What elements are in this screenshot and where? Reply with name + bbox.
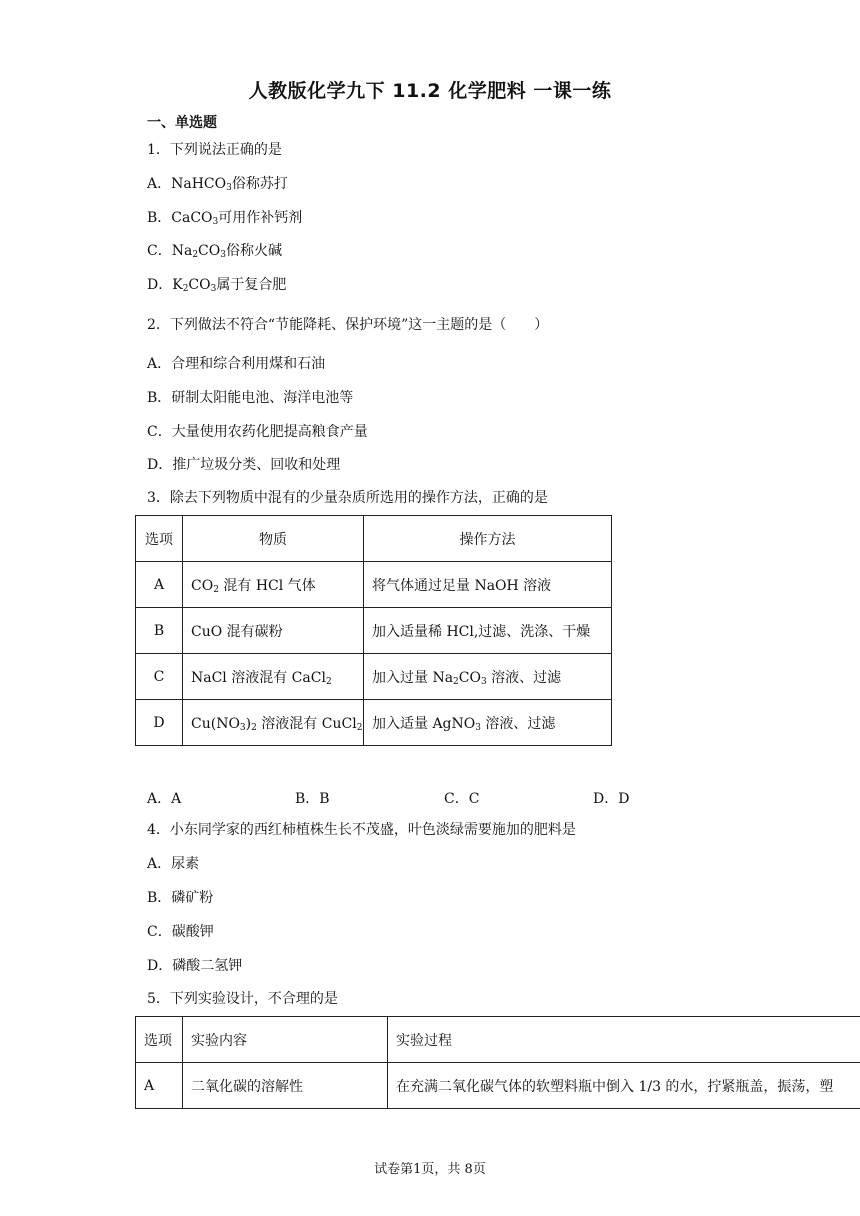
header-option: 选项 xyxy=(136,1017,183,1063)
row-content: 二氧化碳的溶解性 xyxy=(183,1063,388,1109)
row-substance: $Cu(NO_3)_2$ 溶液混有 CuCl$_2$ xyxy=(183,700,364,746)
q1-option-c: C．$Na_2CO_3$俗称火碱 xyxy=(147,243,282,260)
q3-table xyxy=(135,515,612,746)
q2-option-a: A．合理和综合利用煤和石油 xyxy=(147,356,326,372)
q3-options xyxy=(147,788,767,806)
q4-option-d: D．磷酸二氢钾 xyxy=(147,958,243,974)
q2-stem: 2．下列做法不符合“节能降耗、保护环境”这一主题的是（ ） xyxy=(147,317,549,333)
table-row xyxy=(136,562,612,608)
q3-option-c: C．C xyxy=(444,791,480,807)
row-option: A xyxy=(136,562,183,608)
header-content: 实验内容 xyxy=(183,1017,388,1063)
table-header-row xyxy=(136,516,612,562)
q1-stem: 1．下列说法正确的是 xyxy=(147,142,282,158)
row-option: D xyxy=(136,700,183,746)
page-title: 人教版化学九下 11.2 化学肥料 一课一练 xyxy=(248,80,612,102)
row-option: B xyxy=(136,608,183,654)
q3-option-d: D．D xyxy=(593,791,630,807)
section-heading: 一、单选题 xyxy=(147,115,217,131)
q4-stem: 4．小东同学家的西红柿植株生长不茂盛，叶色淡绿需要施加的肥料是 xyxy=(147,822,576,838)
header-process: 实验过程 xyxy=(388,1017,860,1063)
header-method: 操作方法 xyxy=(364,516,612,562)
table-row xyxy=(136,1063,860,1109)
q3-option-a: A．A xyxy=(147,791,182,807)
q4-option-a: A．尿素 xyxy=(147,856,200,872)
q4-option-c: C．碳酸钾 xyxy=(147,924,214,940)
q1-option-d: D．$K_2CO_3$属于复合肥 xyxy=(147,277,287,294)
row-substance: NaCl 溶液混有 CaCl$_2$ xyxy=(183,654,364,700)
row-option: A xyxy=(136,1063,183,1109)
q2-option-d: D．推广垃圾分类、回收和处理 xyxy=(147,457,341,473)
row-method: 加入过量 $Na_2CO_3$ 溶液、过滤 xyxy=(364,654,612,700)
row-substance: CuO 混有碳粉 xyxy=(183,608,364,654)
q2-option-b: B．研制太阳能电池、海洋电池等 xyxy=(147,390,354,406)
table-header-row xyxy=(136,1017,860,1063)
q5-table xyxy=(135,1016,860,1109)
q3-stem: 3．除去下列物质中混有的少量杂质所选用的操作方法，正确的是 xyxy=(147,490,548,506)
row-substance: $CO_2$ 混有 HCl 气体 xyxy=(183,562,364,608)
header-option: 选项 xyxy=(136,516,183,562)
row-option: C xyxy=(136,654,183,700)
q2-option-c: C．大量使用农药化肥提高粮食产量 xyxy=(147,424,368,440)
q5-stem: 5．下列实验设计，不合理的是 xyxy=(147,991,338,1007)
row-method: 加入适量稀 HCl,过滤、洗涤、干燥 xyxy=(364,608,612,654)
q1-option-a: A．NaHCO$_3$俗称苏打 xyxy=(147,176,288,193)
table-row xyxy=(136,608,612,654)
q1-option-b: B．CaCO$_3$可用作补钙剂 xyxy=(147,210,303,227)
page-footer: 试卷第1页，共 8页 xyxy=(374,1162,486,1177)
table-row xyxy=(136,654,612,700)
header-substance: 物质 xyxy=(183,516,364,562)
q3-option-b: B．B xyxy=(295,791,330,807)
row-method: 将气体通过足量 NaOH 溶液 xyxy=(364,562,612,608)
q4-option-b: B．磷矿粉 xyxy=(147,890,214,906)
table-row xyxy=(136,700,612,746)
row-process: 在充满二氧化碳气体的软塑料瓶中倒入 1/3 的水，拧紧瓶盖，振荡，塑 xyxy=(388,1063,860,1109)
row-method: 加入适量 AgNO$_3$ 溶液、过滤 xyxy=(364,700,612,746)
